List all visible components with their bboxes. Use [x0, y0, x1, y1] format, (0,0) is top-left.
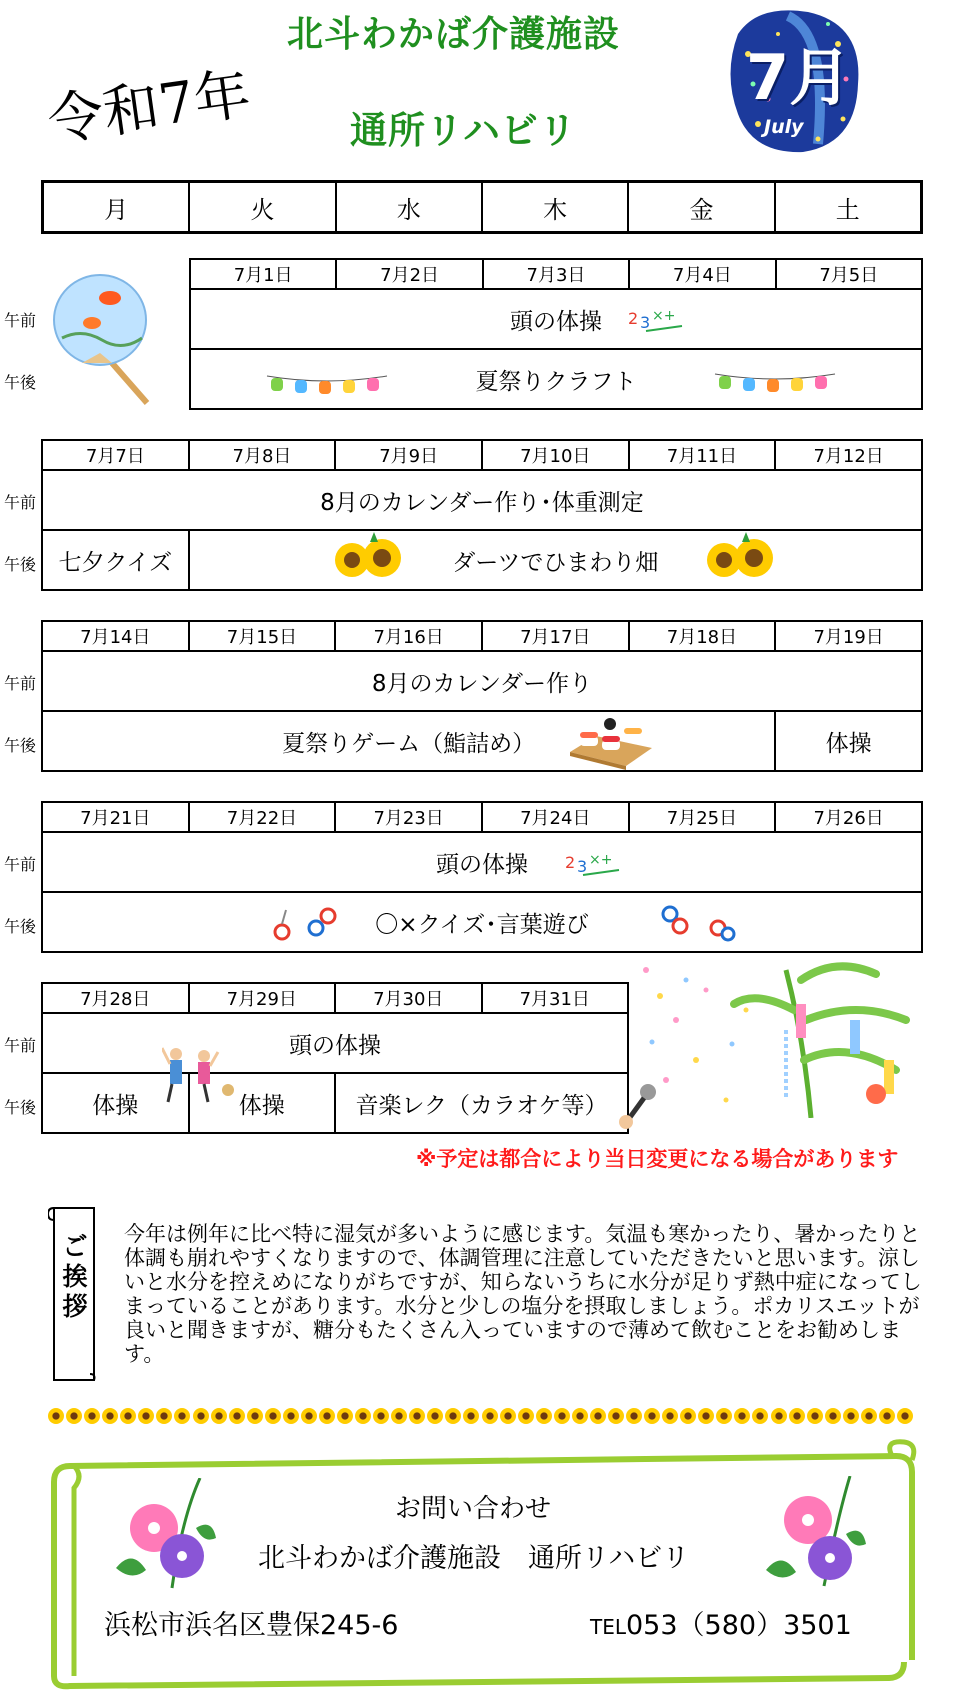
week4-table [41, 801, 923, 953]
weekday-thu: 木 [483, 183, 629, 231]
label-pm: 午後 [4, 736, 37, 755]
sunflower-icon [825, 1408, 841, 1424]
sunflower-icon [138, 1408, 154, 1424]
sushi-icon [566, 712, 654, 774]
date-cell: 7月22日 [189, 802, 336, 832]
date-cell: 7月2日 [336, 259, 482, 289]
sunflower-icon [283, 1408, 299, 1424]
sunflower-icon [843, 1408, 859, 1424]
sunflower-icon [500, 1408, 516, 1424]
week2-pm-rest: ダーツでひまわり畑 [189, 530, 922, 590]
facility-title: 北斗わかば介護施設 [287, 14, 621, 55]
week1-pm-activity: 夏祭りクラフト [190, 349, 922, 409]
sunflower-icon [572, 1408, 588, 1424]
week4-pm-activity: 〇×クイズ･言葉遊び [42, 892, 922, 952]
svg-text:2: 2 [565, 853, 576, 872]
sunflower-icon [373, 1408, 389, 1424]
sunflower-icon [427, 1408, 443, 1424]
sunflower-icon [536, 1408, 552, 1424]
date-cell: 7月14日 [42, 621, 189, 651]
math-symbols-icon [626, 304, 686, 338]
date-cell: 7月21日 [42, 802, 189, 832]
contact-heading: お問い合わせ [395, 1494, 552, 1524]
lantern-garland-icon [713, 370, 837, 396]
month-badge-icon [718, 4, 868, 164]
sunflower-icon [334, 532, 406, 588]
sunflower-icon [771, 1408, 787, 1424]
sunflower-icon [409, 1408, 425, 1424]
date-cell: 7月5日 [776, 259, 922, 289]
label-pm: 午後 [4, 917, 37, 936]
tel-label: TEL [590, 1615, 626, 1639]
sunflower-icon [706, 532, 778, 588]
weekday-mon: 月 [44, 183, 190, 231]
weekday-fri: 金 [629, 183, 775, 231]
month-badge-text: 7月 [746, 41, 852, 114]
date-cell: 7月7日 [42, 440, 189, 470]
date-cell: 7月19日 [775, 621, 922, 651]
date-cell: 7月26日 [775, 802, 922, 832]
sunflower-icon [319, 1408, 335, 1424]
sunflower-icon [301, 1408, 317, 1424]
sunflower-icon [752, 1408, 768, 1424]
era-year: 令和7年 [43, 61, 255, 155]
sunflower-icon [229, 1408, 245, 1424]
weekday-sat: 土 [835, 195, 860, 224]
date-cell: 7月10日 [482, 440, 629, 470]
week3-pm-main: 夏祭りゲーム（鮨詰め） [42, 711, 775, 771]
sunflower-icon [861, 1408, 877, 1424]
contact-address: 浜松市浜名区豊保245-6 [104, 1610, 399, 1641]
svg-text:3: 3 [640, 313, 651, 332]
weekday-wed: 水 [337, 183, 483, 231]
sunflower-icon [120, 1408, 136, 1424]
sunflower-icon [445, 1408, 461, 1424]
sunflower-icon [716, 1408, 732, 1424]
date-cell: 7月4日 [629, 259, 775, 289]
sunflower-icon [482, 1408, 498, 1424]
weekday-tue: 火 [190, 183, 336, 231]
sunflower-icon [626, 1408, 642, 1424]
week5-pm-mon: 体操 [42, 1073, 189, 1133]
schedule-notice: ※予定は都合により当日変更になる場合があります [416, 1147, 899, 1171]
date-cell: 7月8日 [189, 440, 336, 470]
week1-am-activity: 頭の体操 [190, 289, 922, 349]
label-am: 午前 [4, 1036, 37, 1055]
week3-table [41, 620, 923, 772]
sunflower-icon [66, 1408, 82, 1424]
label-pm: 午後 [4, 373, 37, 392]
greeting-tag: ご挨拶 [62, 1232, 88, 1321]
label-am: 午前 [4, 674, 37, 693]
date-cell: 7月18日 [629, 621, 776, 651]
sunflower-icon [48, 1408, 64, 1424]
date-cell: 7月3日 [483, 259, 629, 289]
date-cell: 7月30日 [335, 983, 482, 1013]
date-cell: 7月29日 [189, 983, 336, 1013]
sunflower-icon [662, 1408, 678, 1424]
sunflower-icon [463, 1408, 479, 1424]
tanabata-bamboo-icon [636, 960, 926, 1122]
label-am: 午前 [4, 311, 37, 330]
contact-name: 北斗わかば介護施設 通所リハビリ [258, 1543, 690, 1574]
week4-am-activity: 頭の体操 [42, 832, 922, 892]
date-cell: 7月9日 [335, 440, 482, 470]
date-cell: 7月15日 [189, 621, 336, 651]
sunflower-icon [789, 1408, 805, 1424]
math-symbols-icon [563, 848, 623, 882]
sunflower-icon [680, 1408, 696, 1424]
date-cell: 7月23日 [335, 802, 482, 832]
week5-am-activity: 頭の体操 [42, 1013, 628, 1073]
sunflower-icon [734, 1408, 750, 1424]
sunflower-icon [156, 1408, 172, 1424]
svg-text:×+: ×+ [652, 308, 676, 324]
circle-cross-paddles-icon [660, 902, 736, 948]
uchiwa-goldfish-icon [52, 268, 162, 412]
sunflower-icon [590, 1408, 606, 1424]
week2-table [41, 439, 923, 591]
weekday-header [41, 180, 923, 234]
tel-number: 053（580）3501 [626, 1610, 852, 1641]
date-cell: 7月17日 [482, 621, 629, 651]
sunflower-icon [644, 1408, 660, 1424]
sunflower-icon [698, 1408, 714, 1424]
sunflower-icon [174, 1408, 190, 1424]
week5-pm-tue: 体操 [189, 1073, 336, 1133]
lantern-garland-icon [265, 372, 389, 398]
svg-text:×+: ×+ [589, 852, 613, 868]
sunflower-icon [355, 1408, 371, 1424]
sunflower-icon [265, 1408, 281, 1424]
sunflower-icon [879, 1408, 895, 1424]
greeting-scroll [48, 1202, 96, 1384]
week5-table [41, 982, 629, 1134]
service-title: 通所リハビリ [350, 109, 577, 152]
date-cell: 7月25日 [629, 802, 776, 832]
month-badge-en: July [764, 116, 804, 138]
sunflower-icon [211, 1408, 227, 1424]
circle-cross-paddles-icon [272, 904, 338, 948]
date-cell: 7月28日 [42, 983, 189, 1013]
label-pm: 午後 [4, 555, 37, 574]
svg-text:3: 3 [577, 857, 588, 876]
sunflower-icon [337, 1408, 353, 1424]
sunflower-icon [391, 1408, 407, 1424]
sunflower-icon [897, 1408, 913, 1424]
sunflower-icon [518, 1408, 534, 1424]
label-am: 午前 [4, 493, 37, 512]
svg-text:2: 2 [628, 309, 639, 328]
week3-am-activity: 8月のカレンダー作り [42, 651, 922, 711]
contact-tel [590, 1603, 852, 1642]
sunflower-icon [84, 1408, 100, 1424]
week5-pm-rest: 音楽レク（カラオケ等） [335, 1073, 628, 1133]
sunflower-icon [193, 1408, 209, 1424]
greeting-text: 今年は例年に比べ特に湿気が多いように感じます。気温も寒かったり、暑かったりと体調も崩れやすくなりますので、体調管理に注意していただきたいと思います。涼しいと水分を控えめになりがちですが、知らないうちに水分が足りず熱中症になってしまっていることがあります。水分と少しの塩分を摂取しましょう。ポカリスエットが良いと聞きますが、糖分もたくさん入っていますので薄めて飲むことをお勧めします。 [124, 1222, 922, 1366]
date-cell: 7月12日 [775, 440, 922, 470]
label-pm: 午後 [4, 1098, 37, 1117]
week2-pm-mon: 七夕クイズ [42, 530, 189, 590]
exercise-people-icon [162, 1044, 236, 1110]
date-cell: 7月16日 [335, 621, 482, 651]
sunflower-icon [807, 1408, 823, 1424]
sunflower-icon [247, 1408, 263, 1424]
sunflower-icon [608, 1408, 624, 1424]
morning-glory-icon [112, 1478, 222, 1594]
label-am: 午前 [4, 855, 37, 874]
morning-glory-icon [760, 1476, 870, 1592]
date-cell: 7月31日 [482, 983, 629, 1013]
sunflower-border-icon [48, 1408, 913, 1428]
date-cell: 7月11日 [629, 440, 776, 470]
date-cell: 7月1日 [190, 259, 336, 289]
sunflower-icon [102, 1408, 118, 1424]
sunflower-icon [554, 1408, 570, 1424]
date-cell: 7月24日 [482, 802, 629, 832]
week2-am-activity: 8月のカレンダー作り･体重測定 [42, 470, 922, 530]
week3-pm-sat: 体操 [775, 711, 922, 771]
